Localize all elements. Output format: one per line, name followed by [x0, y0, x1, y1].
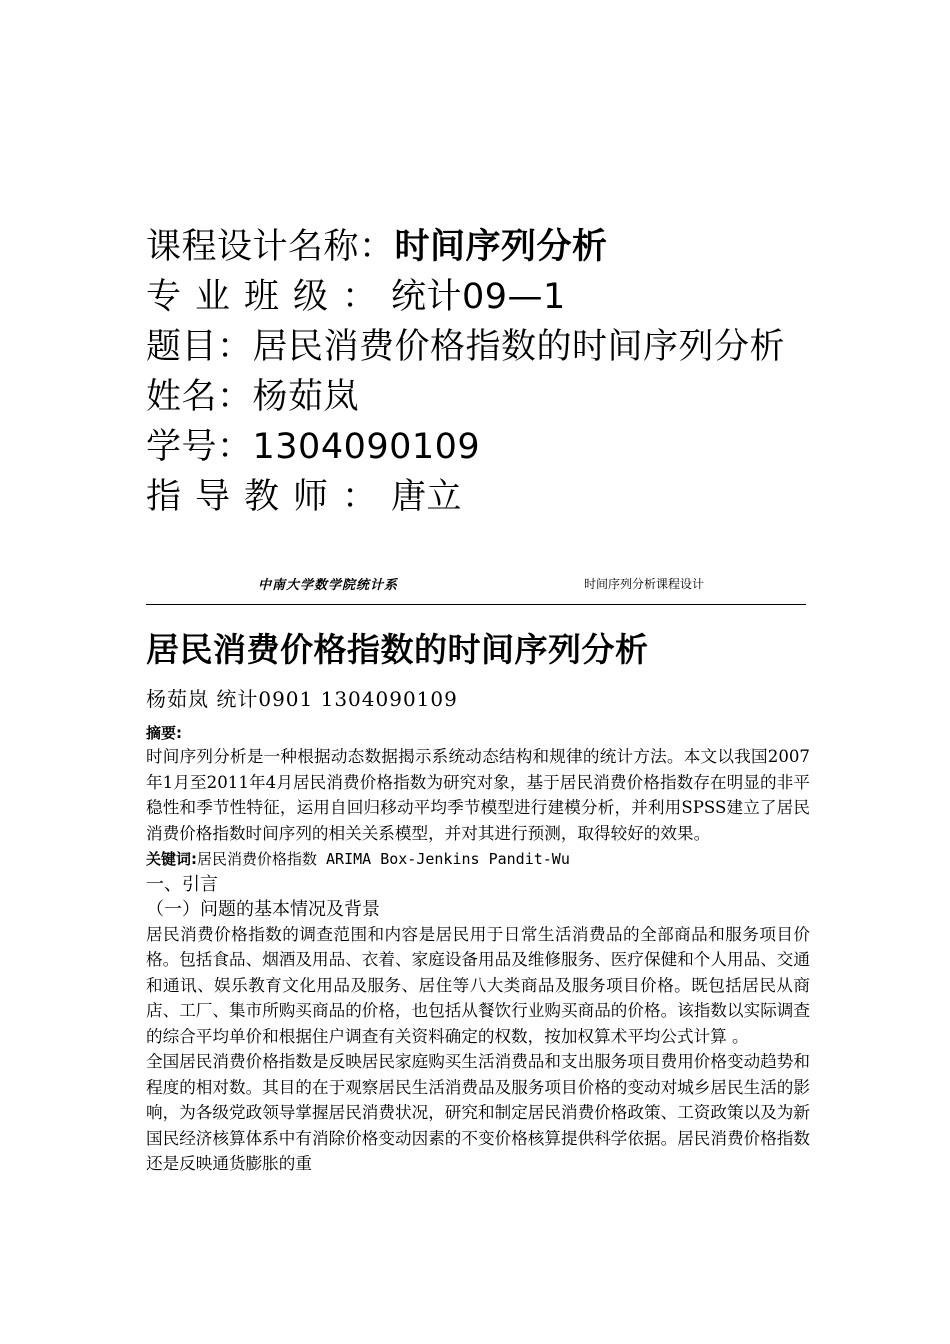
- keywords-line: [146, 846, 810, 873]
- class-value: 统计09—1: [391, 277, 566, 317]
- page-header: [146, 574, 806, 606]
- topic-line: [146, 322, 846, 372]
- cover-info: [146, 222, 846, 522]
- body-paragraph: 居民消费价格指数的调查范围和内容是居民用于日常生活消费品的全部商品和服务项目价格。包括食品、烟酒及用品、衣着、家庭设备用品及维修服务、医疗保健和个人用品、交通和通讯、娱乐教育文化用品及服务、居住等八大类商品及服务项目价格。既包括居民从商店、工厂、集市所购买商品的价格，也包括从餐饮行业购买商品的价格。该指数以实际调查的综合平均单价和根据住户调查有关资料确定的权数，按加权算术平均公式计算 。: [146, 924, 810, 1046]
- course-name-line: [146, 222, 846, 272]
- student-name-label: 姓名：: [146, 377, 253, 417]
- student-name-value: 杨茹岚: [252, 377, 360, 417]
- topic-value: 居民消费价格指数的时间序列分析: [252, 327, 786, 367]
- course-name-label: 课程设计名称：: [146, 227, 395, 267]
- course-name-value: 时间序列分析: [394, 227, 608, 267]
- class-label: 专业班级：: [146, 277, 392, 317]
- paper-title: 居民消费价格指数的时间序列分析: [146, 630, 649, 669]
- advisor-label: 指导教师：: [146, 477, 392, 517]
- student-id-value: 1304090109: [252, 427, 481, 467]
- header-divider: [146, 604, 806, 605]
- abstract-text: 时间序列分析是一种根据动态数据揭示系统动态结构和规律的统计方法。本文以我国2007年1月至2011年4月居民消费价格指数为研究对象，基于居民消费价格指数存在明显的非平稳性和季节性特征，运用自回归移动平均季节模型进行建模分析，并利用SPSS建立了居民消费价格指数时间序列的相关关系模型，并对其进行预测，取得较好的效果。: [146, 747, 810, 843]
- abstract-label: 摘要:: [146, 724, 182, 742]
- advisor-value: 唐立: [391, 477, 463, 517]
- author-line: 杨茹岚 统计0901 1304090109: [146, 687, 458, 711]
- body-paragraph: 全国居民消费价格指数是反映居民家庭购买生活消费品和支出服务项目费用价格变动趋势和程度的相对数。其目的在于观察居民生活消费品及服务项目价格的变动对城乡居民生活的影响，为各级党政领导掌握居民消费状况，研究和制定居民消费价格政策、工资政策以及为新国民经济核算体系中有消除价格变动因素的不变价格核算提供科学依据。居民消费价格指数还是反映通货膨胀的重: [146, 1052, 810, 1173]
- header-department: 中南大学数学院统计系: [258, 578, 399, 593]
- student-id-line: [146, 422, 846, 472]
- section-heading: 一、引言: [146, 873, 218, 895]
- paper-body: [146, 722, 810, 1177]
- header-course: 时间序列分析课程设计: [584, 577, 705, 591]
- subsection-heading: （一）问题的基本情况及背景: [146, 898, 380, 920]
- advisor-line: [146, 472, 846, 522]
- keywords-text: 居民消费价格指数 ARIMA Box-Jenkins Pandit-Wu: [197, 850, 570, 868]
- student-name-line: [146, 372, 846, 422]
- keywords-label: 关键词:: [146, 850, 197, 868]
- student-id-label: 学号：: [146, 427, 253, 467]
- topic-label: 题目：: [146, 327, 253, 367]
- class-line: [146, 272, 846, 322]
